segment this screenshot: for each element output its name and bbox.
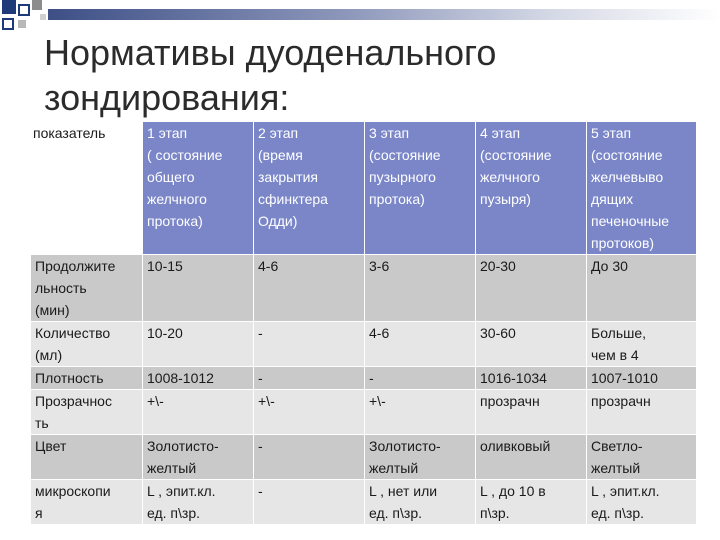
cell-line: желтый (591, 460, 641, 476)
cell-line: протоков) (591, 235, 655, 251)
table-cell-stage-3 (365, 367, 476, 390)
cell-line: оливковый (480, 438, 551, 454)
cell-line: прозрачн (591, 393, 651, 409)
table-row (31, 322, 697, 367)
table-cell-stage-2 (254, 435, 365, 480)
decor-square-outline-icon (2, 18, 14, 30)
cell-line: (состояние (480, 147, 552, 163)
cell-line: До 30 (591, 258, 628, 274)
cell-line: я (35, 505, 43, 521)
table-row (31, 435, 697, 480)
cell-line: сфинктера (258, 191, 328, 207)
column-header-stage-3 (365, 122, 476, 255)
cell-line: (состояние (369, 147, 441, 163)
table-cell-stage-1 (143, 480, 254, 525)
cell-line: 10-15 (147, 258, 183, 274)
cell-line: L , эпит.кл. (591, 483, 660, 499)
row-label (31, 255, 143, 322)
cell-line: (время (258, 147, 303, 163)
cell-line: Количество (35, 325, 111, 341)
table-cell-stage-3 (365, 480, 476, 525)
table-cell-stage-1 (143, 390, 254, 435)
table-cell-stage-5 (587, 255, 697, 322)
table-row (31, 367, 697, 390)
row-label (31, 367, 143, 390)
cell-line: пузыря) (480, 191, 531, 207)
cell-line: 3 этап (369, 125, 410, 141)
table-cell-stage-3 (365, 390, 476, 435)
column-header-stage-2 (254, 122, 365, 255)
cell-line: ед. п\зр. (591, 505, 644, 521)
cell-line: чем в 4 (591, 347, 639, 363)
cell-line: желчевыво (591, 169, 664, 185)
cell-line: 1008-1012 (147, 370, 214, 386)
cell-line: 1016-1034 (480, 370, 547, 386)
cell-line: желчного (147, 191, 207, 207)
cell-line: протока) (369, 191, 425, 207)
table-cell-stage-4 (476, 367, 587, 390)
cell-line: протока) (147, 213, 203, 229)
cell-line: 1007-1010 (591, 370, 658, 386)
table-cell-stage-4 (476, 255, 587, 322)
cell-line: (мин) (35, 302, 70, 318)
table-cell-stage-4 (476, 322, 587, 367)
table-row (31, 480, 697, 525)
table-cell-stage-2 (254, 390, 365, 435)
cell-line: микроскопи (35, 483, 111, 499)
cell-line: Продолжите (35, 258, 116, 274)
cell-line: ( состояние (147, 147, 223, 163)
cell-line: 4-6 (258, 258, 279, 274)
column-header-stage-5 (587, 122, 697, 255)
table-cell-stage-3 (365, 322, 476, 367)
cell-line: 2 этап (258, 125, 299, 141)
cell-line: - (258, 325, 263, 341)
decor-square-icon (2, 0, 16, 14)
cell-line: 20-30 (480, 258, 516, 274)
table-cell-stage-1 (143, 367, 254, 390)
decor-square-icon (32, 0, 42, 10)
row-label (31, 480, 143, 525)
table-cell-stage-5 (587, 390, 697, 435)
cell-line: желтый (147, 460, 197, 476)
table-cell-stage-1 (143, 322, 254, 367)
table-cell-stage-1 (143, 255, 254, 322)
table-row (31, 255, 697, 322)
cell-line: Цвет (35, 438, 67, 454)
cell-line: +\- (258, 393, 275, 409)
table-cell-stage-5 (587, 322, 697, 367)
cell-line: печеночные (591, 213, 670, 229)
cell-line: Одди) (258, 213, 298, 229)
cell-line: (мл) (35, 347, 63, 363)
cell-line: дящих (591, 191, 634, 207)
table-cell-stage-2 (254, 480, 365, 525)
cell-line: 4-6 (369, 325, 390, 341)
decor-square-icon (40, 14, 46, 20)
cell-line: желтый (369, 460, 419, 476)
cell-line: ть (35, 415, 49, 431)
table-cell-stage-3 (365, 435, 476, 480)
cell-line: показатель (33, 125, 106, 141)
cell-line: +\- (147, 393, 164, 409)
decor-square-outline-icon (18, 4, 30, 16)
cell-line: Плотность (35, 370, 104, 386)
cell-line: - (258, 483, 263, 499)
page-title: Нормативы дуоденального зондирования: (44, 32, 497, 118)
table-row (31, 390, 697, 435)
cell-line: (состояние (591, 147, 663, 163)
table-cell-stage-2 (254, 322, 365, 367)
cell-line: - (258, 438, 263, 454)
cell-line: закрытия (258, 169, 318, 185)
table-cell-stage-4 (476, 390, 587, 435)
column-header-stage-1 (143, 122, 254, 255)
column-header-stage-4 (476, 122, 587, 255)
cell-line: L , эпит.кл. (147, 483, 216, 499)
cell-line: 4 этап (480, 125, 521, 141)
table-cell-stage-2 (254, 367, 365, 390)
table-cell-stage-1 (143, 435, 254, 480)
cell-line: желчного (480, 169, 540, 185)
cell-line: льность (35, 280, 87, 296)
cell-line: 10-20 (147, 325, 183, 341)
cell-line: Светло- (591, 438, 643, 454)
row-label (31, 322, 143, 367)
cell-line: ед. п\зр. (147, 505, 200, 521)
cell-line: Прозрачнос (35, 393, 112, 409)
cell-line: п\зр. (480, 505, 510, 521)
cell-line: общего (147, 169, 195, 185)
table-cell-stage-5 (587, 435, 697, 480)
table-cell-stage-5 (587, 367, 697, 390)
table-header-row (31, 122, 697, 255)
cell-line: Больше, (591, 325, 647, 341)
norms-table (30, 122, 697, 525)
table-cell-stage-4 (476, 480, 587, 525)
cell-line: - (258, 370, 263, 386)
cell-line: прозрачн (480, 393, 540, 409)
row-label (31, 435, 143, 480)
table-cell-stage-4 (476, 435, 587, 480)
cell-line: ед. п\зр. (369, 505, 422, 521)
table-cell-stage-5 (587, 480, 697, 525)
cell-line: L , до 10 в (480, 483, 546, 499)
cell-line: +\- (369, 393, 386, 409)
column-header-indicator (31, 122, 143, 255)
cell-line: - (369, 370, 374, 386)
cell-line: 3-6 (369, 258, 390, 274)
row-label (31, 390, 143, 435)
cell-line: 30-60 (480, 325, 516, 341)
cell-line: L , нет или (369, 483, 438, 499)
cell-line: 5 этап (591, 125, 632, 141)
cell-line: Золотисто- (369, 438, 441, 454)
header-gradient-bar (48, 9, 720, 20)
decor-square-icon (18, 20, 26, 28)
table-cell-stage-3 (365, 255, 476, 322)
cell-line: пузырного (369, 169, 436, 185)
cell-line: Золотисто- (147, 438, 219, 454)
table-cell-stage-2 (254, 255, 365, 322)
cell-line: 1 этап (147, 125, 188, 141)
